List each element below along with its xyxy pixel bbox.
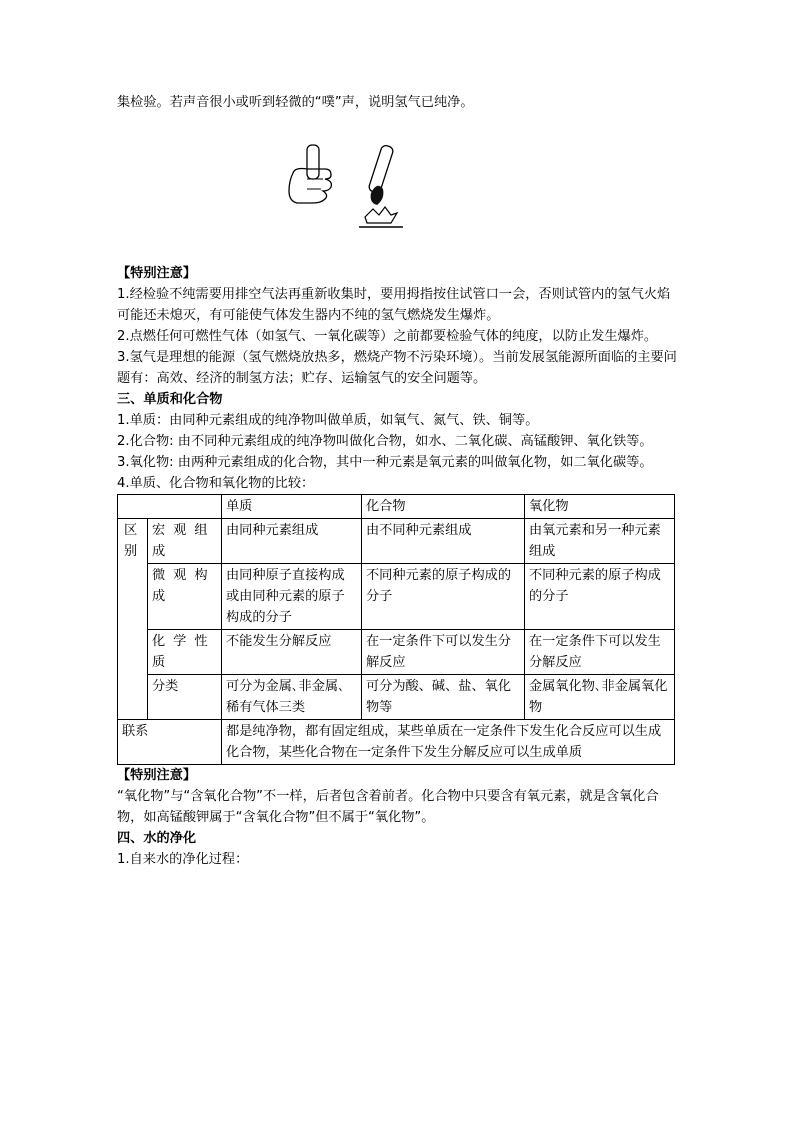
- section3-item-1: 1.单质：由同种元素组成的纯净物叫做单质，如氧气、氮气、铁、铜等。: [117, 413, 539, 428]
- table-corner-cell: [118, 495, 222, 519]
- comparison-table: [117, 494, 675, 765]
- table-cell: 可分为金属､非金属､稀有气体三类: [222, 675, 362, 720]
- table-cell: 不同种元素的原子构成的分子: [525, 564, 675, 630]
- table-header: 单质: [222, 495, 362, 519]
- table-row: [118, 675, 675, 720]
- row-label: 化学性质: [148, 630, 222, 675]
- table-row: [118, 630, 675, 675]
- row-label: 宏观组成: [148, 519, 222, 564]
- note1-item-2: 2.点燃任何可燃性气体（如氢气、一氧化碳等）之前都要检验气体的纯度，以防止发生爆炸。: [117, 329, 658, 344]
- row-label: 分类: [148, 675, 222, 720]
- hydrogen-purity-test-illustration: [117, 113, 677, 263]
- test-tube-over-flame-icon: [349, 143, 409, 238]
- table-cell: 由同种原子直接构成或由同种元素的原子构成的分子: [222, 564, 362, 630]
- table-header: 化合物: [362, 495, 525, 519]
- intro-line: 集检验。若声音很小或听到轻微的“噗”声，说明氢气已纯净。: [117, 95, 474, 110]
- link-text: 都是纯净物，都有固定组成，某些单质在一定条件下发生化合反应可以生成化合物，某些化合物在一定条件下发生分解反应可以生成单质: [222, 720, 675, 765]
- note1-item-1: 1.经检验不纯需要用排空气法再重新收集时，要用拇指按住试管口一会，否则试管内的氢气火焰可能还未熄灭，有可能使气体发生器内不纯的氢气燃烧发生爆炸。: [117, 287, 671, 323]
- table-cell: 在一定条件下可以发生分解反应: [525, 630, 675, 675]
- thumb-on-test-tube-icon: [285, 143, 345, 208]
- row-label: 微观构成: [148, 564, 222, 630]
- section4-heading: 四、水的净化: [117, 831, 197, 846]
- group-label-cell: 区别: [118, 519, 148, 720]
- table-cell: 金属氧化物､非金属氧化物: [525, 675, 675, 720]
- section3-heading: 三、单质和化合物: [117, 392, 223, 407]
- table-row: [118, 519, 675, 564]
- note1-item-3: 3.氢气是理想的能源（氢气燃烧放热多，燃烧产物不污染环境）。当前发展氢能源所面临的主要问题有：高效、经济的制氢方法；贮存、运输氢气的安全问题等。: [117, 350, 677, 386]
- document-page: [117, 92, 677, 870]
- table-cell: 可分为酸、碱、盐、氧化物等: [362, 675, 525, 720]
- note2-text: “氧化物”与“含氧化合物”不一样，后者包含着前者。化合物中只要含有氧元素，就是含氧化合物，如高锰酸钾属于“含氧化合物”但不属于“氧化物”。: [117, 789, 659, 825]
- table-cell: 由氧元素和另一种元素组成: [525, 519, 675, 564]
- section4-item-1: 1.自来水的净化过程：: [117, 852, 249, 867]
- section3-item-2: 2.化合物: 由不同种元素组成的纯净物叫做化合物，如水、二氧化碳、高锰酸钾、氧化铁等。: [117, 434, 653, 449]
- table-row: [118, 564, 675, 630]
- table-cell: 在一定条件下可以发生分解反应: [362, 630, 525, 675]
- note1-heading: 【特别注意】: [117, 266, 197, 281]
- table-cell: 由不同种元素组成: [362, 519, 525, 564]
- table-link-row: [118, 720, 675, 765]
- section3-item-3: 3.氧化物: 由两种元素组成的化合物，其中一种元素是氧元素的叫做氧化物，如二氧化碳等。: [117, 455, 653, 470]
- section3-item-4: 4.单质、化合物和氧化物的比较：: [117, 476, 315, 491]
- table-header-row: [118, 495, 675, 519]
- table-cell: 由同种元素组成: [222, 519, 362, 564]
- table-cell: 不能发生分解反应: [222, 630, 362, 675]
- note2-heading: 【特别注意】: [117, 768, 197, 783]
- link-label: 联系: [118, 720, 222, 765]
- table-cell: 不同种元素的原子构成的分子: [362, 564, 525, 630]
- table-header: 氧化物: [525, 495, 675, 519]
